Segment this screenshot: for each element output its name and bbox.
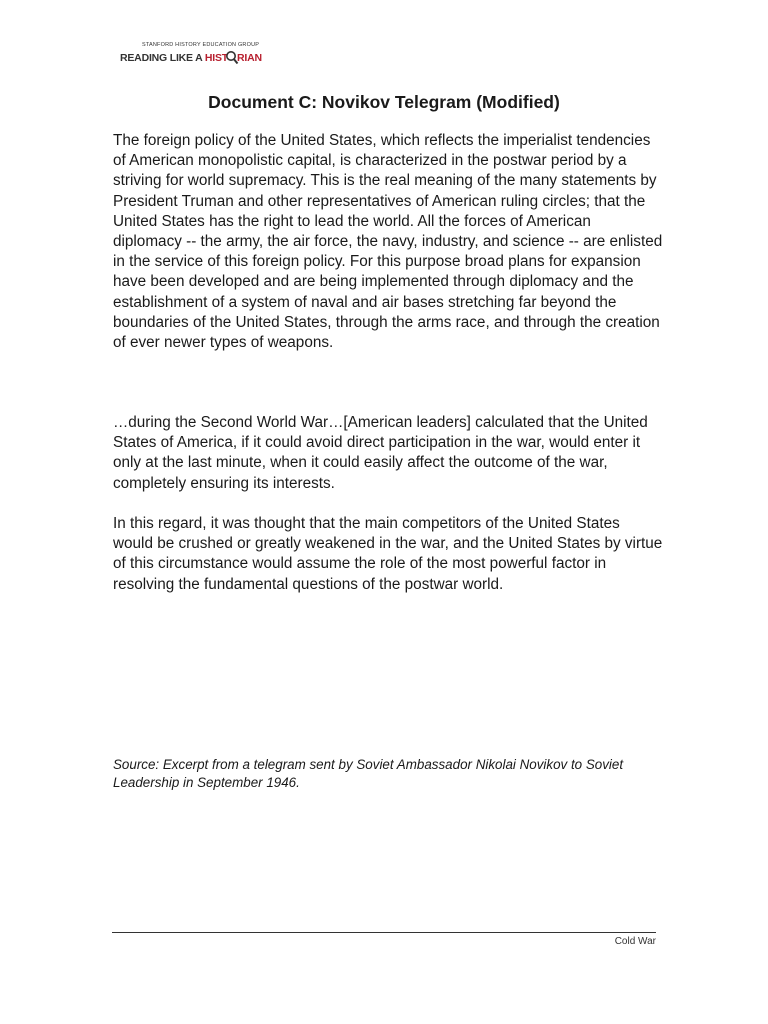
footer-unit-label: Cold War xyxy=(614,936,656,947)
paragraph-2: …during the Second World War…[American leaders] calculated that the United States of America, if it could avoid direct participation in the war, would enter it only at the last minute, when it could easily affect the outcome of the war, completely ensuring its interests. xyxy=(113,414,648,492)
logo-text-reading: READING LIKE A xyxy=(120,52,205,64)
reading-like-a-historian-logo xyxy=(120,42,280,72)
logo-text-rian: RIAN xyxy=(237,52,262,64)
logo-group-label: STANFORD HISTORY EDUCATION GROUP xyxy=(142,42,260,48)
paragraph-3: In this regard, it was thought that the main competitors of the United States would be crushed or greatly weakened in the war, and the United States by virtue of this circumstance would assume the role of the most powerful factor in resolving the fundamental questions of the postwar world. xyxy=(113,515,663,593)
logo-wordmark xyxy=(120,52,262,64)
document-title: Document C: Novikov Telegram (Modified) xyxy=(208,92,560,112)
logo-text-hist: HIST xyxy=(204,52,229,64)
paragraph-1: The foreign policy of the United States, which reflects the imperialist tendencies of American monopolistic capital, is characterized in the postwar period by a striving for world supremacy. This is the real meaning of the many statements by President Truman and other representatives of American ruling circles; that the United States has the right to lead the world. All the forces of American diplomacy -- the army, the air force, the navy, industry, and science -- are enlisted in the service of this foreign policy. For this purpose broad plans for expansion have been developed and are being implemented through diplomacy and the establishment of a system of naval and air bases stretching far beyond the boundaries of the United States, through the arms race, and through the creation of ever newer types of weapons. xyxy=(113,132,663,352)
footer-divider xyxy=(112,932,656,933)
source-citation: Source: Excerpt from a telegram sent by Soviet Ambassador Nikolai Novikov to Soviet Leadership in September 1946. xyxy=(113,757,624,790)
